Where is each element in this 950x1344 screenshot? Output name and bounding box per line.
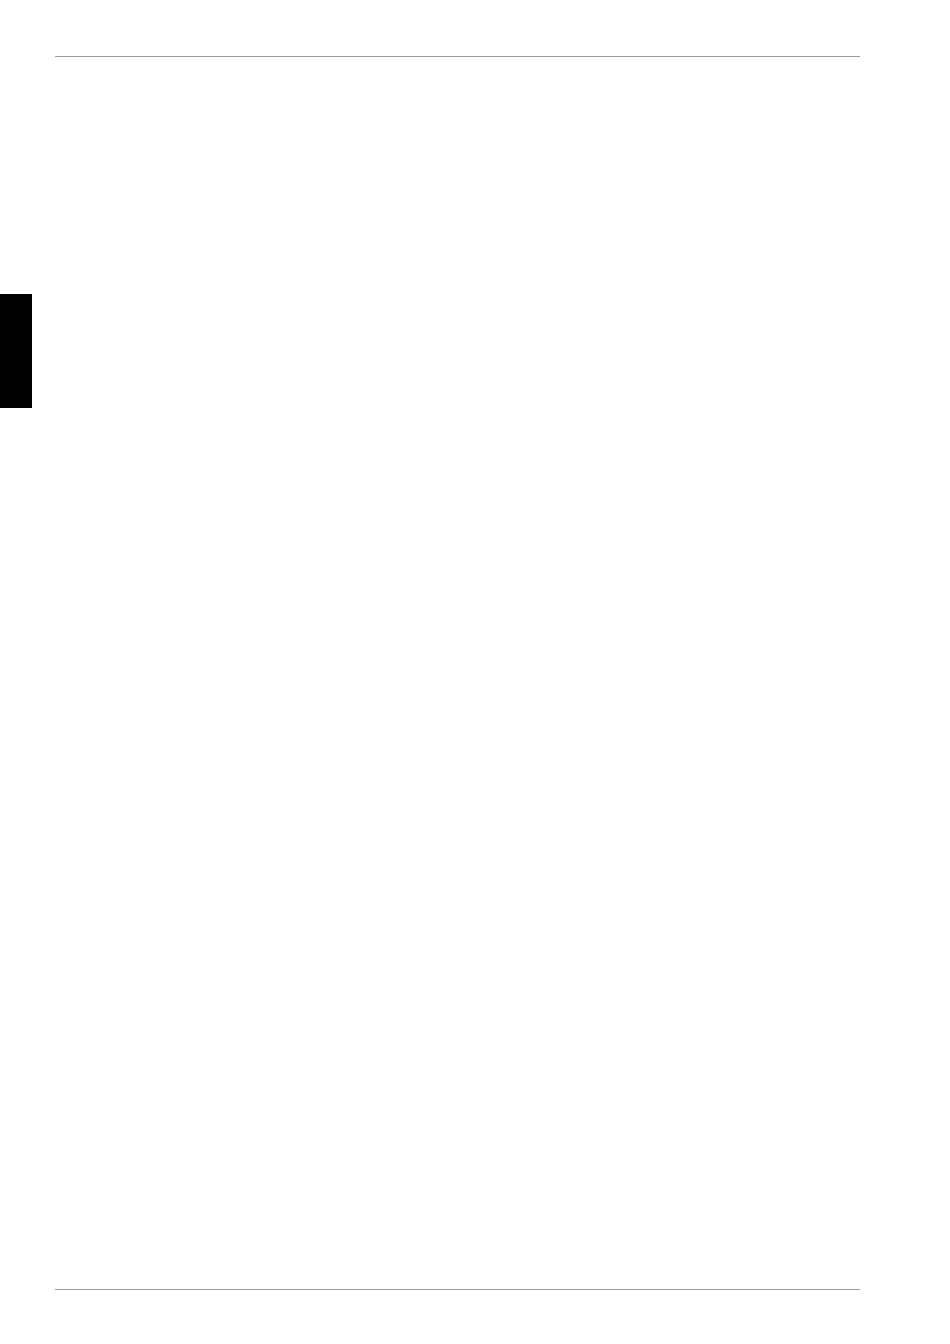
language-tab xyxy=(0,294,32,408)
footer-divider xyxy=(55,1289,860,1290)
header-divider xyxy=(55,56,860,57)
